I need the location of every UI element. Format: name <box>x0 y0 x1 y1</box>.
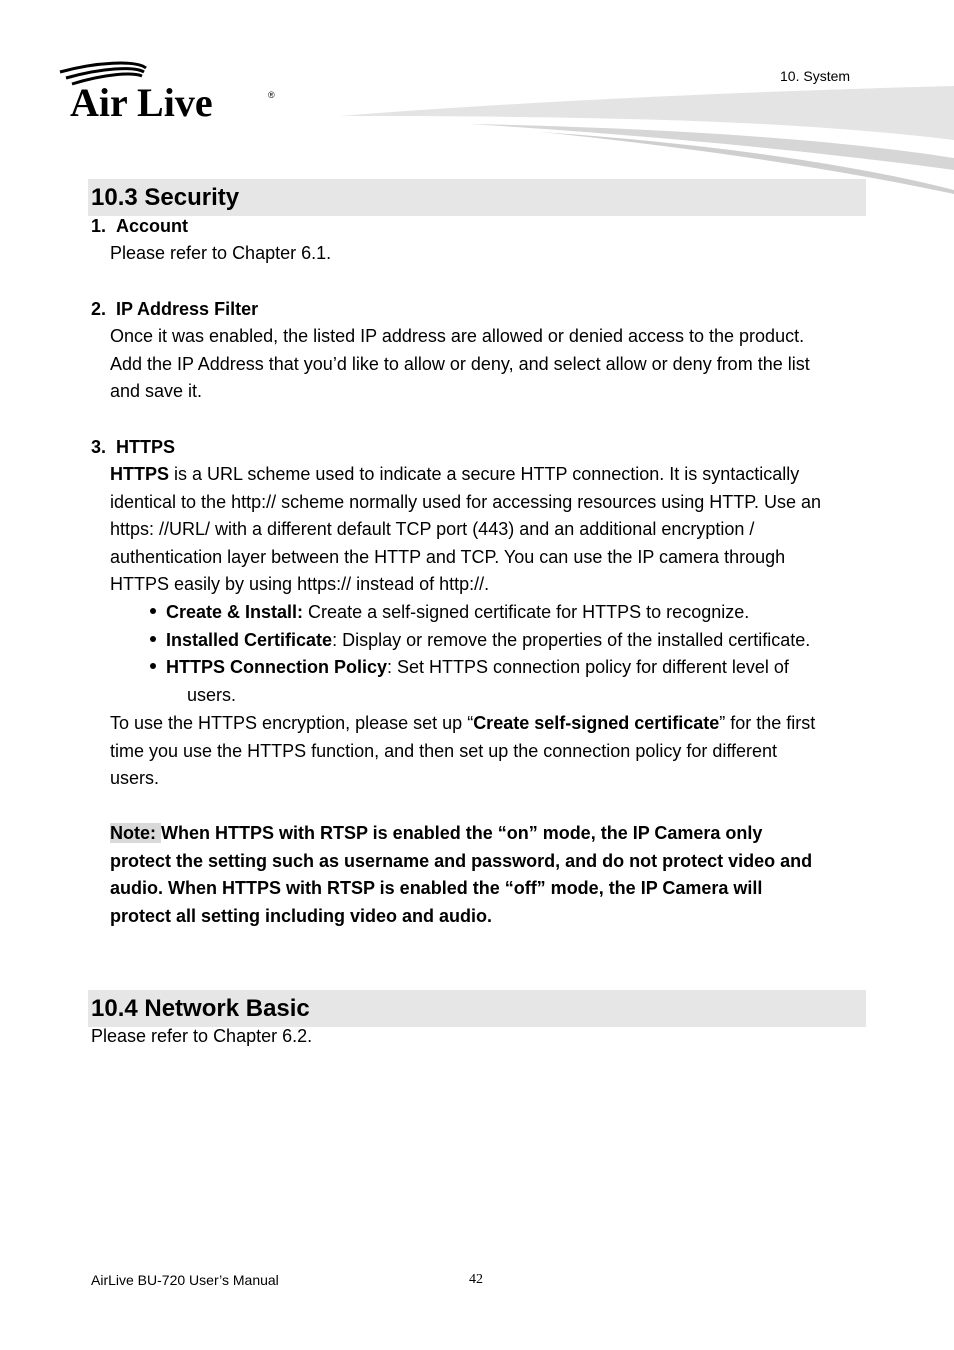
item-title: IP Address Filter <box>116 299 259 319</box>
paragraph-text: To use the HTTPS encryption, please set up “ <box>110 713 474 733</box>
note-label: Note: <box>110 823 161 843</box>
item-title: HTTPS <box>116 437 176 457</box>
https-term: HTTPS <box>110 464 170 484</box>
paragraph-line: Once it was enabled, the listed IP address are allowed or denied access to the product. <box>110 326 805 346</box>
bullet-text: : Set HTTPS connection policy for different level of <box>387 657 789 677</box>
paragraph-line: time you use the HTTPS function, and then set up the connection policy for different <box>110 740 778 761</box>
item-heading-account <box>91 216 188 237</box>
item-number: 1. <box>91 216 107 236</box>
item-number: 3. <box>91 437 107 457</box>
note-text: When HTTPS with RTSP is enabled the “on” mode, the IP Camera only <box>161 823 763 843</box>
https-bullet-list <box>150 599 870 709</box>
footer-manual-title: AirLive BU-720 User’s Manual <box>91 1272 279 1288</box>
paragraph-line: and save it. <box>110 381 203 401</box>
bullet-text: : Display or remove the properties of the installed certificate. <box>332 629 811 650</box>
note-line: protect all setting including video and audio. <box>110 905 493 926</box>
item-heading-ip-filter <box>91 299 258 320</box>
section-heading-network-basic <box>88 990 866 1027</box>
paragraph-text: is a URL scheme used to indicate a secure HTTP connection. It is syntactically <box>169 464 800 484</box>
ip-filter-paragraph <box>110 323 870 406</box>
note-line: audio. When HTTPS with RTSP is enabled the “off” mode, the IP Camera will <box>110 878 763 898</box>
bullet-icon <box>150 663 156 669</box>
bullet-term: HTTPS Connection Policy <box>166 657 388 677</box>
bullet-icon <box>150 608 156 614</box>
account-text: Please refer to Chapter 6.1. <box>110 243 332 263</box>
paragraph-line: Add the IP Address that you’d like to allow or deny, and select allow or deny from the list <box>110 353 810 374</box>
airlive-logo <box>56 58 286 128</box>
paragraph-line: authentication layer between the HTTP and TCP. You can use the IP camera through <box>110 546 786 567</box>
svg-text:®: ® <box>268 90 275 100</box>
bullet-term: Installed Certificate <box>166 629 333 650</box>
certificate-term: Create self-signed certificate <box>473 713 720 733</box>
item-title: Account <box>116 216 189 236</box>
paragraph-text: ” for the first <box>719 713 816 733</box>
paragraph-line: identical to the http:// scheme normally used for accessing resources using HTTP. Use an <box>110 491 822 512</box>
bullet-icon <box>150 636 156 642</box>
item-number: 2. <box>91 299 107 319</box>
paragraph-line: https: //URL/ with a different default TCP port (443) and an additional encryption / <box>110 519 755 539</box>
paragraph-line <box>110 710 880 738</box>
section-title: 10.4 Network Basic <box>91 995 310 1022</box>
chapter-label: 10. System <box>780 68 851 84</box>
bullet-text: Create a self-signed certificate for HTTPS to recognize. <box>303 602 750 622</box>
https-encryption-paragraph <box>110 710 880 793</box>
bullet-item <box>150 599 870 627</box>
bullet-item <box>150 654 870 682</box>
section-heading-security <box>88 179 866 216</box>
bullet-term: Create & Install: <box>166 602 304 622</box>
item-heading-https <box>91 437 175 458</box>
bullet-item <box>150 627 870 655</box>
network-basic-text: Please refer to Chapter 6.2. <box>91 1026 313 1046</box>
paragraph-line: HTTPS easily by using https:// instead of http://. <box>110 574 490 594</box>
note-block <box>110 820 880 930</box>
bullet-continuation: users. <box>187 684 237 705</box>
note-line: protect the setting such as username and password, and do not protect video and <box>110 850 813 871</box>
paragraph-line <box>110 461 880 489</box>
section-title: 10.3 Security <box>91 184 240 211</box>
paragraph-line: users. <box>110 768 160 788</box>
svg-text:Air Live: Air Live <box>70 80 213 125</box>
note-line <box>110 820 880 848</box>
https-paragraph <box>110 461 880 599</box>
page-number: 42 <box>469 1272 483 1287</box>
